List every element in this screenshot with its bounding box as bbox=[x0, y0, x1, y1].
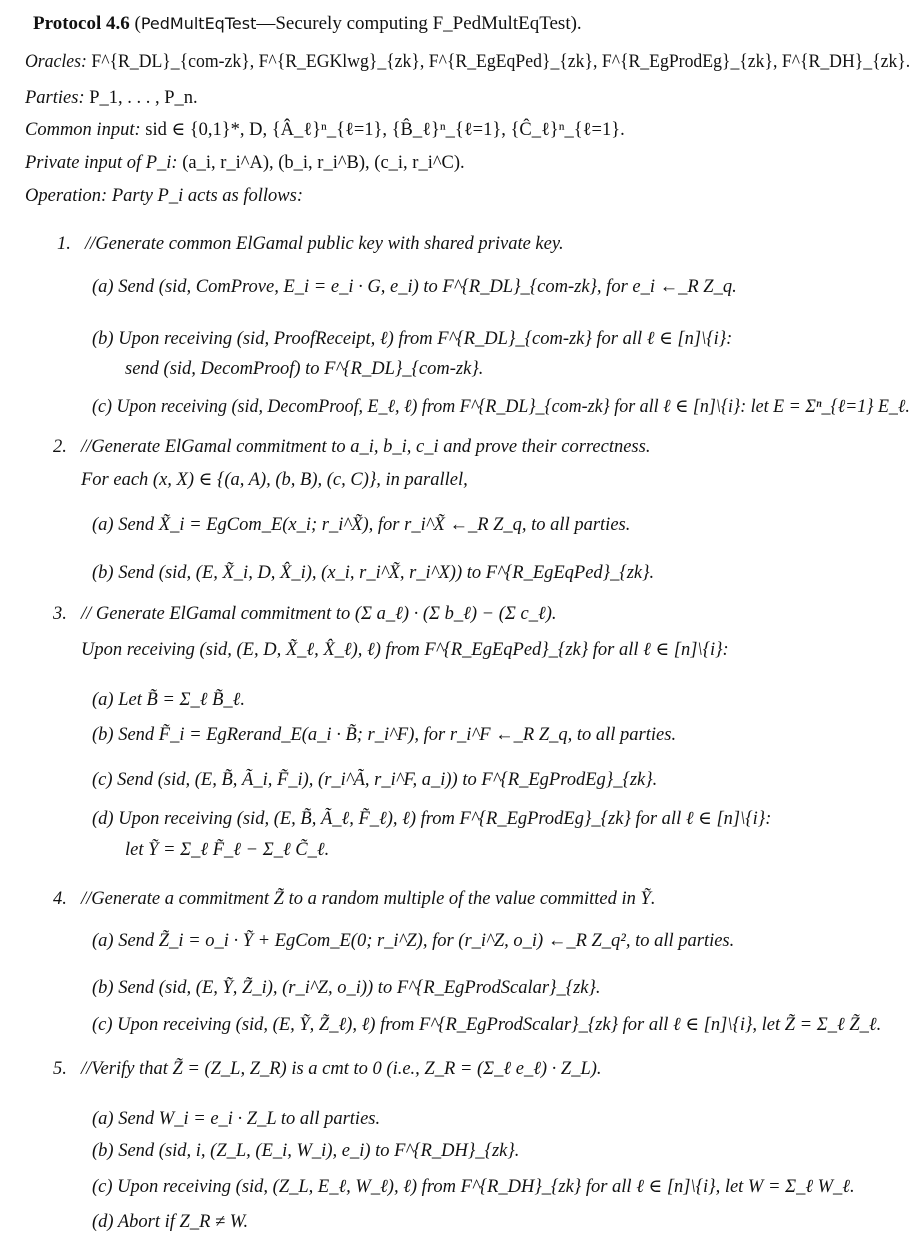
oracles-line bbox=[25, 50, 910, 74]
item-label: (a) bbox=[92, 515, 114, 535]
item-label: (c) bbox=[92, 397, 112, 417]
item-label: (a) bbox=[92, 277, 114, 297]
protocol-title: Protocol 4.6 (PedMultEqTest—Securely computing F_PedMultEqTest). bbox=[33, 13, 582, 34]
step-3b bbox=[92, 723, 676, 747]
step-4b bbox=[92, 976, 601, 1000]
item-label: (a) bbox=[92, 931, 114, 951]
item-label: (d) bbox=[92, 809, 114, 829]
item-cont: send (sid, DecomProof) to F^{R_DL}_{com-zk}. bbox=[125, 359, 484, 379]
item-text: Send (sid, i, (Z_L, (E_i, W_i), e_i) to F^{R_DH}_{zk}. bbox=[118, 1141, 520, 1161]
item-label: (b) bbox=[92, 329, 114, 349]
item-cont: let Ỹ = Σ_ℓ F̃_ℓ − Σ_ℓ C̃_ℓ. bbox=[125, 840, 330, 860]
step-3d-cont bbox=[125, 838, 329, 862]
protocol-name: PedMultEqTest bbox=[140, 14, 257, 33]
step-3-heading bbox=[53, 602, 556, 626]
item-label: (b) bbox=[92, 978, 114, 998]
item-text: Upon receiving (sid, (Z_L, E_ℓ, W_ℓ), ℓ) from F^{R_DH}_{zk} for all ℓ ∈ [n]\{i}, let W = Σ_ℓ W_ℓ. bbox=[117, 1177, 855, 1197]
protocol-label: Protocol 4.6 bbox=[33, 13, 130, 34]
common-input-line bbox=[25, 118, 625, 142]
step-heading-text: //Generate a commitment Z̃ to a random multiple of the value committed in Ỹ. bbox=[81, 889, 656, 909]
item-label: (b) bbox=[92, 725, 114, 745]
step-3c bbox=[92, 768, 657, 792]
oracles-value: F^{R_DL}_{com-zk}, F^{R_EGKlwg}_{zk}, F^{R_EgEqPed}_{zk}, F^{R_EgProdEg}_{zk}, F^{R_DH}_{zk}. bbox=[91, 52, 911, 72]
item-label: (c) bbox=[92, 1015, 113, 1035]
step-3a bbox=[92, 688, 245, 712]
step-2-heading bbox=[53, 435, 650, 459]
item-label: (b) bbox=[92, 1141, 114, 1161]
item-text: Send Z̃_i = o_i · Ỹ + EgCom_E(0; r_i^Z), for (r_i^Z, o_i) ←_R Z_q², to all parties. bbox=[118, 931, 735, 951]
item-text: Abort if Z_R ≠ W. bbox=[117, 1212, 249, 1232]
step-preamble: Upon receiving (sid, (E, D, X̃_ℓ, X̂_ℓ), ℓ) from F^{R_EgEqPed}_{zk} for all ℓ ∈ [n]\{i}: bbox=[81, 640, 729, 660]
step-3d bbox=[92, 807, 771, 831]
item-text: Send F̃_i = EgRerand_E(a_i · B̃; r_i^F), for r_i^F ←_R Z_q, to all parties. bbox=[118, 725, 677, 745]
item-text: Upon receiving (sid, (E, Ỹ, Z̃_ℓ), ℓ) from F^{R_EgProdScalar}_{zk} for all ℓ ∈ [n]\{i}, let Z̃ = Σ_ℓ Z̃_ℓ. bbox=[117, 1015, 882, 1035]
step-2-preamble bbox=[81, 468, 468, 492]
parties-value: P_1, . . . , P_n. bbox=[89, 88, 198, 108]
step-4-heading bbox=[53, 887, 655, 911]
step-4a bbox=[92, 929, 734, 953]
step-5d bbox=[92, 1210, 248, 1234]
step-4c bbox=[92, 1013, 881, 1037]
item-text: Let B̃ = Σ_ℓ B̃_ℓ. bbox=[118, 690, 245, 710]
step-1c bbox=[92, 395, 910, 419]
item-text: Upon receiving (sid, ProofReceipt, ℓ) from F^{R_DL}_{com-zk} for all ℓ ∈ [n]\{i}: bbox=[118, 329, 733, 349]
item-text: Send (sid, ComProve, E_i = e_i · G, e_i) to F^{R_DL}_{com-zk}, for e_i ←_R Z_q. bbox=[118, 277, 737, 297]
step-number: 5. bbox=[53, 1059, 67, 1079]
private-input-line bbox=[25, 151, 465, 175]
step-heading-text: //Generate common ElGamal public key with shared private key. bbox=[85, 234, 564, 254]
item-label: (a) bbox=[92, 690, 114, 710]
step-heading-text: // Generate ElGamal commitment to (Σ a_ℓ) · (Σ b_ℓ) − (Σ c_ℓ). bbox=[81, 604, 557, 624]
private-input-value: (a_i, r_i^A), (b_i, r_i^B), (c_i, r_i^C). bbox=[182, 153, 465, 173]
step-5b bbox=[92, 1139, 519, 1163]
step-number: 2. bbox=[53, 437, 67, 457]
item-text: Send (sid, (E, X̃_i, D, X̂_i), (x_i, r_i^X̃, r_i^X)) to F^{R_EgEqPed}_{zk}. bbox=[118, 563, 655, 583]
step-1b bbox=[92, 327, 732, 351]
item-text: Send W_i = e_i · Z_L to all parties. bbox=[118, 1109, 381, 1129]
step-number: 4. bbox=[53, 889, 67, 909]
item-text: Upon receiving (sid, DecomProof, E_ℓ, ℓ) from F^{R_DL}_{com-zk} for all ℓ ∈ [n]\{i}: let E = Σⁿ_{ℓ=1} E_ℓ. bbox=[116, 397, 910, 417]
step-number: 3. bbox=[53, 604, 67, 624]
item-text: Send (sid, (E, Ỹ, Z̃_i), (r_i^Z, o_i)) to F^{R_EgProdScalar}_{zk}. bbox=[118, 978, 601, 998]
item-label: (b) bbox=[92, 563, 114, 583]
step-5a bbox=[92, 1107, 380, 1131]
operation-line bbox=[25, 184, 303, 208]
operation-label: Operation: Party P_i acts as follows: bbox=[25, 186, 303, 206]
step-2a bbox=[92, 513, 630, 537]
step-heading-text: //Verify that Z̃ = (Z_L, Z_R) is a cmt to 0 (i.e., Z_R = (Σ_ℓ e_ℓ) · Z_L). bbox=[81, 1059, 602, 1079]
step-1-heading bbox=[57, 232, 564, 256]
item-label: (c) bbox=[92, 1177, 113, 1197]
item-label: (d) bbox=[92, 1212, 114, 1232]
parties-line bbox=[25, 86, 198, 110]
common-input-label: Common input: bbox=[25, 120, 141, 140]
step-5-heading bbox=[53, 1057, 602, 1081]
item-label: (a) bbox=[92, 1109, 114, 1129]
private-input-label: Private input of P_i: bbox=[25, 153, 178, 173]
item-label: (c) bbox=[92, 770, 113, 790]
oracles-label: Oracles: bbox=[25, 52, 87, 72]
step-heading-text: //Generate ElGamal commitment to a_i, b_i, c_i and prove their correctness. bbox=[81, 437, 651, 457]
item-text: Send (sid, (E, B̃, Ã_i, F̃_i), (r_i^Ã, r_i^F, a_i)) to F^{R_EgProdEg}_{zk}. bbox=[117, 770, 658, 790]
step-number: 1. bbox=[57, 234, 71, 254]
protocol-description: Securely computing F_PedMultEqTest bbox=[275, 13, 571, 34]
step-1b-cont bbox=[125, 357, 483, 381]
item-text: Send X̃_i = EgCom_E(x_i; r_i^X̃), for r_i^X̃ ←_R Z_q, to all parties. bbox=[118, 515, 631, 535]
step-preamble: For each (x, X) ∈ {(a, A), (b, B), (c, C)}, in parallel, bbox=[81, 470, 468, 490]
step-2b bbox=[92, 561, 654, 585]
common-input-value: sid ∈ {0,1}*, D, {Â_ℓ}ⁿ_{ℓ=1}, {B̂_ℓ}ⁿ_{ℓ=1}, {Ĉ_ℓ}ⁿ_{ℓ=1}. bbox=[145, 120, 625, 140]
step-1a bbox=[92, 275, 737, 299]
parties-label: Parties: bbox=[25, 88, 85, 108]
item-text: Upon receiving (sid, (E, B̃, Ã_ℓ, F̃_ℓ), ℓ) from F^{R_EgProdEg}_{zk} for all ℓ ∈ [n]\{i}: bbox=[118, 809, 772, 829]
step-3-preamble bbox=[81, 638, 729, 662]
step-5c bbox=[92, 1175, 855, 1199]
